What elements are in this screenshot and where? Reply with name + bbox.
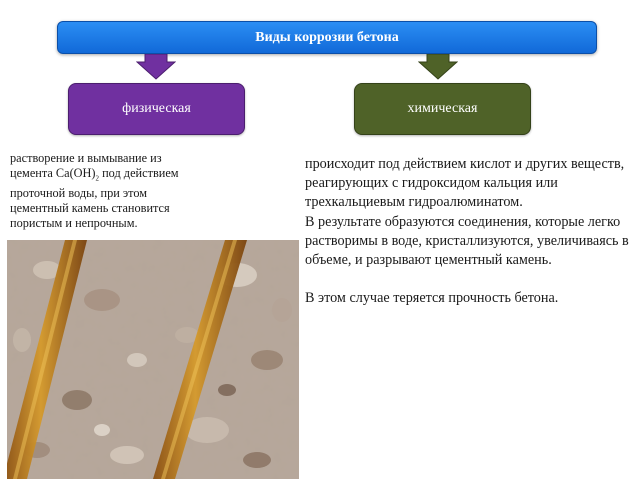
concrete-corrosion-photo bbox=[7, 240, 299, 479]
chemical-paragraph: В результате образуются соединения, которые легко растворимы в воде, кристаллизуются, увеличиваясь в объеме, и разрывают цементный камень. bbox=[305, 213, 629, 269]
physical-line: проточной воды, при этом bbox=[10, 186, 148, 201]
chemical-description bbox=[305, 155, 630, 308]
physical-line: пористым и непрочным. bbox=[10, 216, 138, 231]
physical-line: растворение и вымывание из bbox=[10, 151, 162, 165]
physical-line bbox=[10, 166, 275, 186]
physical-line-rest: под действием bbox=[99, 166, 179, 180]
slide-title: Виды коррозии бетона bbox=[255, 29, 399, 45]
chemical-paragraph: В этом случае теряется прочность бетона. bbox=[305, 290, 559, 307]
formula-text: цемента Ca(OH) bbox=[10, 166, 96, 180]
arrow-down-icon bbox=[418, 54, 458, 80]
arrow-down-icon bbox=[136, 54, 176, 80]
physical-description bbox=[10, 151, 275, 231]
physical-category-box bbox=[68, 83, 245, 135]
title-banner bbox=[57, 21, 597, 54]
formula-subscript: 2 bbox=[95, 174, 100, 183]
chemical-category-box bbox=[354, 83, 531, 135]
chemical-paragraph: происходит под действием кислот и других веществ, реагирующих с гидроксидом кальция или трехкальциевым гидроалюминатом. bbox=[305, 156, 625, 211]
chemical-label: химическая bbox=[407, 101, 478, 116]
physical-line: цементный камень становится bbox=[10, 201, 170, 216]
physical-label: физическая bbox=[122, 101, 191, 116]
